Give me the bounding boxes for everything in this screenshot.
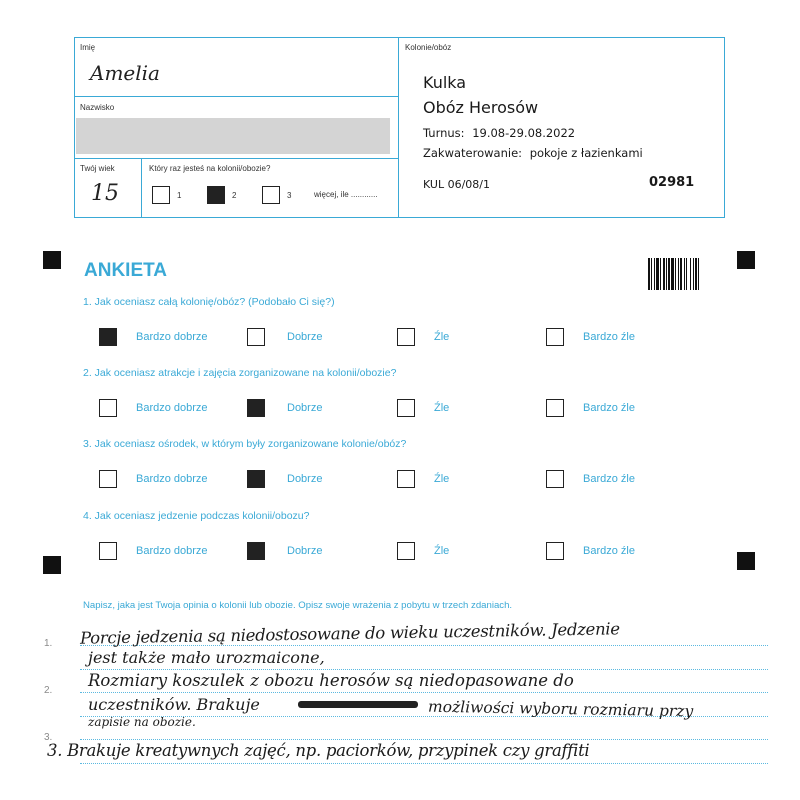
barcode-bar (671, 258, 674, 290)
ktory-raz-checkbox-3[interactable] (262, 186, 280, 204)
question-3-option-4-checkbox[interactable] (546, 470, 564, 488)
nazwisko-redacted (76, 118, 390, 154)
option-label: Bardzo dobrze (136, 331, 208, 343)
registration-mark-top-left (43, 251, 61, 269)
line-number-1: 1. (44, 638, 53, 649)
option-label: Bardzo źle (583, 402, 635, 414)
zakwaterowanie-label: Zakwaterowanie: (423, 146, 523, 160)
option-label: Dobrze (287, 331, 323, 343)
ktory-raz-label: Który raz jesteś na kolonii/obozie? (149, 164, 271, 173)
option-label: Źle (434, 473, 450, 485)
barcode-bar (698, 258, 699, 290)
survey-title: ANKIETA (84, 260, 168, 281)
question-1-option-2-checkbox[interactable] (247, 328, 265, 346)
wiek-value: 15 (91, 181, 119, 206)
imie-label: Imię (80, 43, 96, 52)
handwriting-line: Rozmiary koszulek z obozu herosów są niedopasowane do (88, 671, 574, 690)
option-label: Bardzo dobrze (136, 402, 208, 414)
barcode-bar (680, 258, 682, 290)
registration-mark-bottom-right (737, 552, 755, 570)
form-code: KUL 06/08/1 (423, 178, 490, 191)
answer-line (80, 739, 768, 740)
barcode-bar (690, 258, 691, 290)
barcode-bar (668, 258, 670, 290)
turnus-label: Turnus: (423, 126, 465, 140)
kolonie-label: Kolonie/obóz (405, 43, 452, 52)
ktory-raz-option-label: 3 (287, 191, 292, 200)
handwriting-line: Porcje jedzenia są niedostosowane do wieku uczestników. Jedzenie (79, 619, 620, 648)
handwriting-line: 3. Brakuje kreatywnych zajęć, np. paciorków, przypinek czy graffiti (47, 741, 590, 760)
barcode (648, 258, 718, 290)
question-3-option-1-checkbox[interactable] (99, 470, 117, 488)
option-label: Bardzo źle (583, 331, 635, 343)
barcode-bar (678, 258, 679, 290)
question-text: 1. Jak oceniasz całą kolonię/obóz? (Podobało Ci się?) (83, 296, 335, 308)
zakwaterowanie-row (423, 146, 643, 160)
handwriting-line: zapisie na obozie. (88, 715, 196, 729)
crossed-out-word (298, 701, 418, 708)
barcode-bar (651, 258, 652, 290)
question-2-option-3-checkbox[interactable] (397, 399, 415, 417)
question-1-option-4-checkbox[interactable] (546, 328, 564, 346)
option-label: Bardzo dobrze (136, 545, 208, 557)
barcode-bar (686, 258, 687, 290)
line-number-2: 2. (44, 685, 53, 696)
answer-line (80, 692, 768, 693)
question-1-option-1-checkbox[interactable] (99, 328, 117, 346)
barcode-bar (695, 258, 697, 290)
option-label: Dobrze (287, 545, 323, 557)
nazwisko-label: Nazwisko (80, 103, 115, 112)
turnus-value: 19.08-29.08.2022 (472, 126, 576, 140)
answer-line (80, 763, 768, 764)
ktory-raz-option-label: 1 (177, 191, 182, 200)
barcode-bar (684, 258, 685, 290)
ktory-raz-option-label: 2 (232, 191, 237, 200)
oboz-name: Obóz Herosów (423, 98, 539, 117)
question-2-option-4-checkbox[interactable] (546, 399, 564, 417)
barcode-bar (663, 258, 665, 290)
header-divider-1 (74, 96, 399, 97)
question-text: 2. Jak oceniasz atrakcje i zajęcia zorganizowane na kolonii/obozie? (83, 367, 397, 379)
handwriting-line: możliwości wyboru rozmiaru przy (427, 697, 694, 721)
barcode-bar (675, 258, 676, 290)
zakwaterowanie-value: pokoje z łazienkami (529, 146, 643, 160)
ktory-raz-checkbox-2[interactable] (207, 186, 225, 204)
barcode-bar (693, 258, 694, 290)
registration-mark-top-right (737, 251, 755, 269)
barcode-bar (654, 258, 655, 290)
question-2-option-2-checkbox[interactable] (247, 399, 265, 417)
option-label: Bardzo źle (583, 545, 635, 557)
question-text: 3. Jak oceniasz ośrodek, w którym były zorganizowane kolonie/obóz? (83, 438, 407, 450)
question-4-option-1-checkbox[interactable] (99, 542, 117, 560)
line-number-3: 3. (44, 732, 53, 743)
barcode-bar (666, 258, 667, 290)
form-number: 02981 (649, 175, 695, 190)
option-label: Bardzo dobrze (136, 473, 208, 485)
option-label: Dobrze (287, 473, 323, 485)
registration-mark-bottom-left (43, 556, 61, 574)
question-text: 4. Jak oceniasz jedzenie podczas kolonii/obozu? (83, 510, 310, 522)
option-label: Źle (434, 402, 450, 414)
barcode-bar (656, 258, 659, 290)
kolonie-name: Kulka (423, 73, 467, 92)
option-label: Źle (434, 545, 450, 557)
imie-value: Amelia (90, 61, 160, 85)
question-4-option-2-checkbox[interactable] (247, 542, 265, 560)
ktory-raz-checkbox-1[interactable] (152, 186, 170, 204)
header-divider-2 (74, 158, 399, 159)
wiecej-label: więcej, ile ............ (314, 190, 378, 199)
question-3-option-2-checkbox[interactable] (247, 470, 265, 488)
handwriting-line: uczestników. Brakuje (88, 695, 260, 714)
question-4-option-3-checkbox[interactable] (397, 542, 415, 560)
option-label: Bardzo źle (583, 473, 635, 485)
handwriting-line: jest także mało urozmaicone, (88, 648, 325, 667)
option-label: Dobrze (287, 402, 323, 414)
question-1-option-3-checkbox[interactable] (397, 328, 415, 346)
barcode-bar (660, 258, 661, 290)
option-label: Źle (434, 331, 450, 343)
answer-line (80, 669, 768, 670)
question-2-option-1-checkbox[interactable] (99, 399, 117, 417)
header-divider-3 (141, 158, 142, 217)
wiek-label: Twój wiek (80, 164, 115, 173)
barcode-bar (648, 258, 650, 290)
turnus-row (423, 126, 575, 140)
opinion-prompt: Napisz, jaka jest Twoja opinia o kolonii lub obozie. Opisz swoje wrażenia z pobytu w trzech zdaniach. (83, 600, 513, 611)
question-4-option-4-checkbox[interactable] (546, 542, 564, 560)
question-3-option-3-checkbox[interactable] (397, 470, 415, 488)
header-divider-vertical (398, 37, 399, 217)
